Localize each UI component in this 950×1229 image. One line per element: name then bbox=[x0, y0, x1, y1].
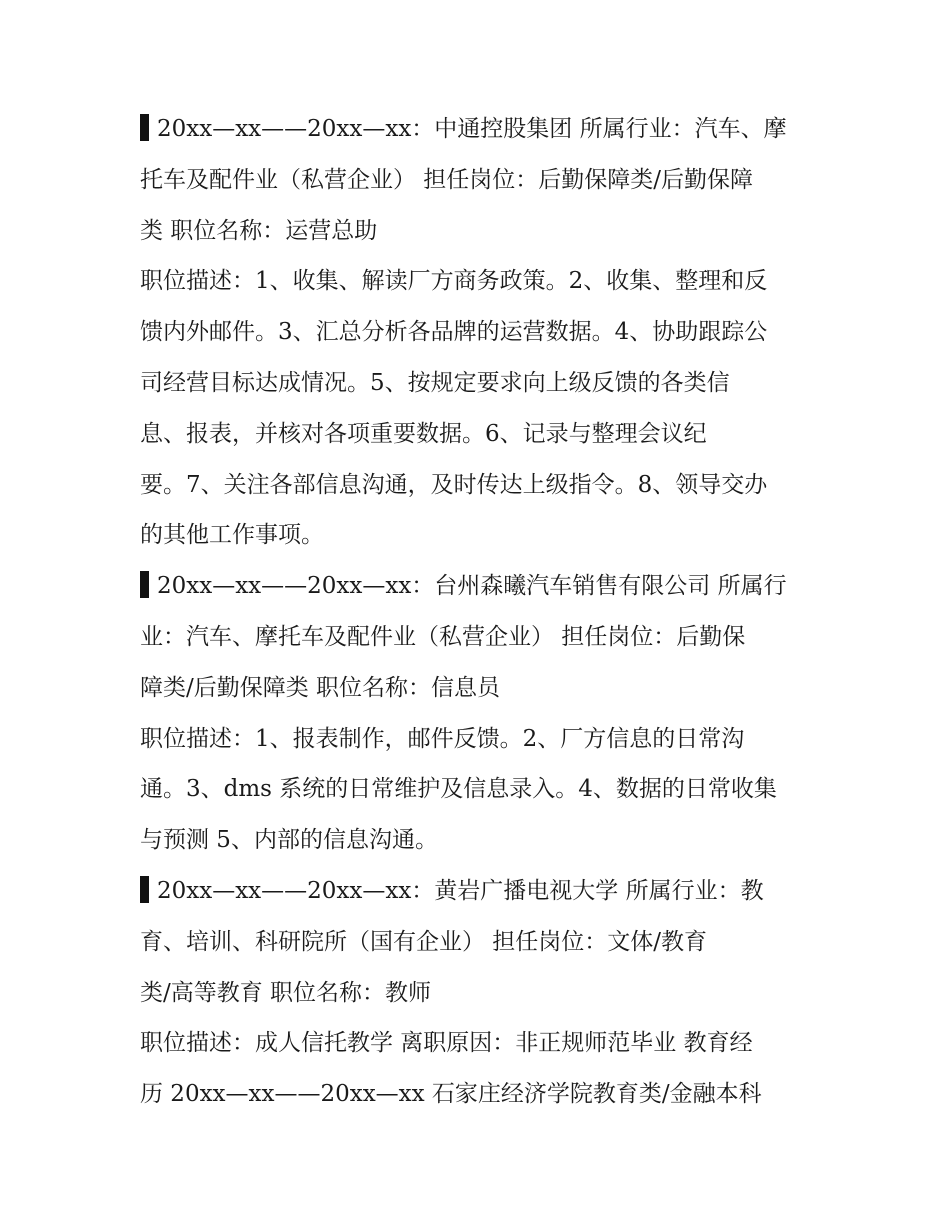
job-2-header-text: 20xx—xx——20xx—xx：台州森曦汽车销售有限公司 所属行 bbox=[157, 573, 787, 600]
job-1-header-line: 托车及配件业（私营企业） 担任岗位：后勤保障类/后勤保障 bbox=[140, 166, 754, 193]
job-2-header-line bbox=[140, 561, 812, 612]
document-body bbox=[140, 104, 812, 1120]
job-2-description-line: 与预测 5、内部的信息沟通。 bbox=[140, 827, 438, 854]
job-1-header-text: 20xx—xx——20xx—xx：中通控股集团 所属行业：汽车、摩 bbox=[157, 116, 787, 142]
job-2-description-line: 通。3、dms 系统的日常维护及信息录入。4、数据的日常收集 bbox=[140, 776, 777, 803]
section-marker-bar bbox=[140, 876, 149, 903]
job-1-description-line: 的其他工作事项。 bbox=[140, 522, 324, 549]
job-3-header-text: 20xx—xx——20xx—xx：黄岩广播电视大学 所属行业：教 bbox=[157, 877, 764, 904]
job-1-header-line bbox=[140, 104, 812, 155]
job-1-description-line: 馈内外邮件。3、汇总分析各品牌的运营数据。4、协助跟踪公 bbox=[140, 319, 768, 346]
section-marker-bar bbox=[140, 571, 149, 598]
job-3-header-line bbox=[140, 866, 812, 917]
job-1-description-line: 职位描述：1、收集、解读厂方商务政策。2、收集、整理和反 bbox=[140, 268, 768, 295]
job-3-header-line: 类/高等教育 职位名称：教师 bbox=[140, 979, 432, 1006]
job-1-description-line: 要。7、关注各部信息沟通，及时传达上级指令。8、领导交办 bbox=[140, 471, 768, 498]
section-marker-bar bbox=[140, 114, 149, 141]
job-1-header-line: 类 职位名称：运营总助 bbox=[140, 217, 378, 244]
job-3-description-line: 职位描述：成人信托教学 离职原因：非正规师范毕业 教育经 bbox=[140, 1030, 753, 1057]
job-1-description-line: 息、报表，并核对各项重要数据。6、记录与整理会议纪 bbox=[140, 420, 707, 447]
job-1-description-line: 司经营目标达成情况。5、按规定要求向上级反馈的各类信 bbox=[140, 369, 730, 396]
job-3-header-line: 育、培训、科研院所（国有企业） 担任岗位：文体/教育 bbox=[140, 928, 708, 955]
job-2-header-line: 业：汽车、摩托车及配件业（私营企业） 担任岗位：后勤保 bbox=[140, 623, 746, 650]
job-2-description-line: 职位描述：1、报表制作，邮件反馈。2、厂方信息的日常沟 bbox=[140, 725, 745, 752]
education-line: 历 20xx—xx——20xx—xx 石家庄经济学院教育类/金融本科 bbox=[140, 1081, 762, 1108]
job-2-header-line: 障类/后勤保障类 职位名称：信息员 bbox=[140, 674, 501, 701]
